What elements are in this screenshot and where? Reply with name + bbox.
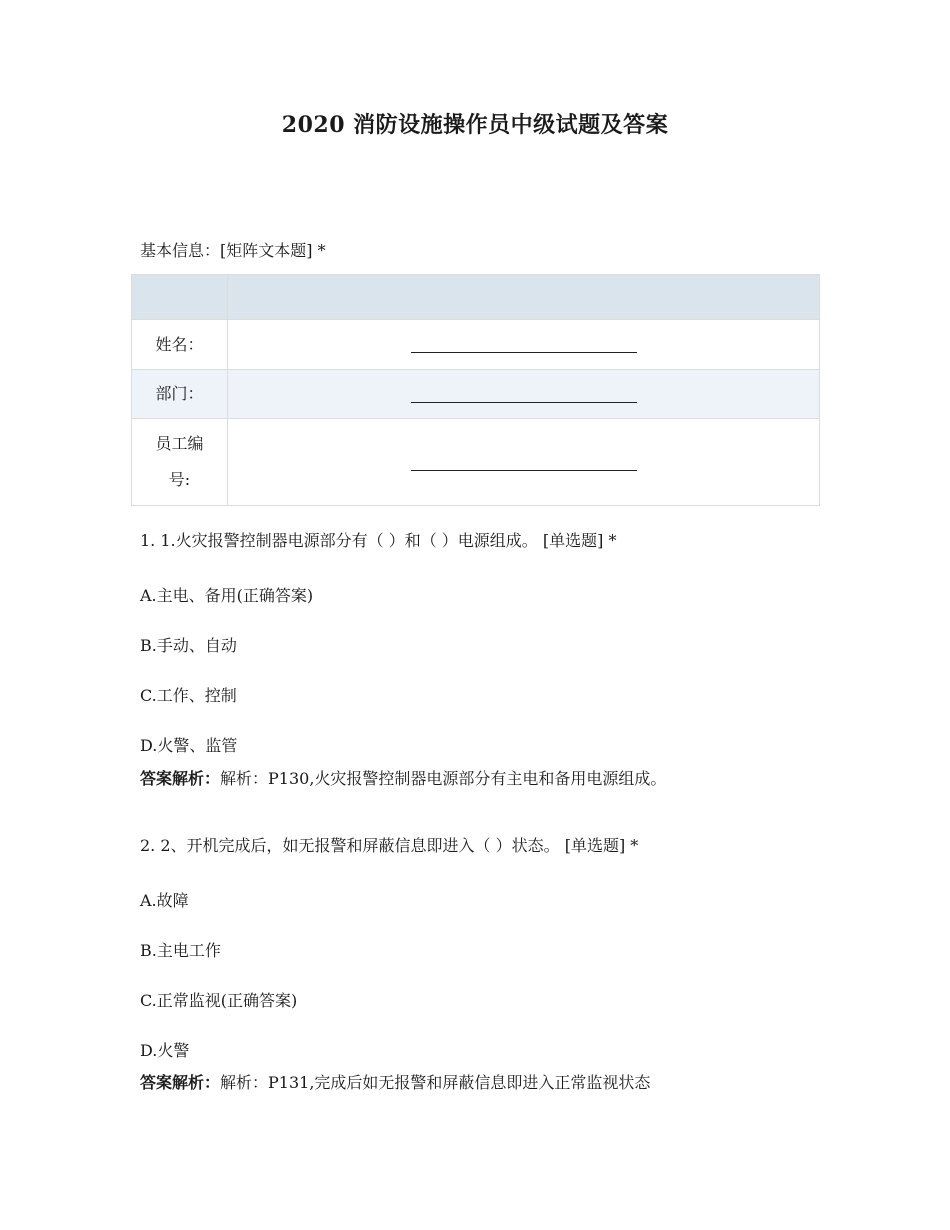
department-blank-line[interactable] [411, 390, 637, 403]
basic-info-label: 基本信息：[矩阵文本题] * [140, 241, 326, 260]
analysis-body: 解析：P130,火灾报警控制器电源部分有主电和备用电源组成。 [220, 769, 667, 788]
employee-id-label-line1: 员工编 [155, 434, 204, 453]
name-field[interactable] [228, 320, 820, 370]
option-a[interactable] [140, 888, 189, 911]
analysis-prefix: 答案解析： [140, 769, 221, 788]
basic-info-table [131, 274, 820, 506]
table-row [132, 419, 820, 506]
option-label: A.主电、备用(正确答案) [140, 586, 314, 605]
option-label: B.手动、自动 [140, 636, 237, 655]
analysis-prefix: 答案解析： [140, 1073, 221, 1092]
option-c[interactable] [140, 988, 297, 1011]
option-label: C.工作、控制 [140, 686, 237, 705]
name-blank-line[interactable] [411, 340, 637, 353]
answer-analysis [140, 766, 666, 789]
table-row [132, 320, 820, 370]
question-1 [140, 528, 616, 551]
question-stem: 2. 2、开机完成后，如无报警和屏蔽信息即进入（ ）状态。 [单选题] * [140, 836, 639, 855]
employee-id-label-line2: 号: [168, 470, 191, 489]
analysis-body: 解析：P131,完成后如无报警和屏蔽信息即进入正常监视状态 [220, 1073, 651, 1092]
option-label: D.火警 [140, 1041, 190, 1060]
analysis-text [140, 1070, 650, 1093]
option-label: D.火警、监管 [140, 736, 238, 755]
table-row [132, 370, 820, 419]
option-b[interactable] [140, 633, 237, 656]
employee-id-label [132, 419, 228, 506]
department-field[interactable] [228, 370, 820, 419]
employee-id-blank-line[interactable] [411, 458, 637, 471]
table-header-row [132, 275, 820, 320]
department-label: 部门： [132, 370, 228, 419]
answer-analysis [140, 1070, 650, 1093]
question-2 [140, 833, 638, 856]
table-header-cell [132, 275, 228, 320]
analysis-text [140, 766, 666, 789]
option-c[interactable] [140, 683, 237, 706]
option-b[interactable] [140, 938, 221, 961]
question-stem: 1. 1.火灾报警控制器电源部分有（ ）和（ ）电源组成。 [单选题] * [140, 531, 617, 550]
option-d[interactable] [140, 1038, 189, 1061]
name-label: 姓名： [132, 320, 228, 370]
employee-id-field[interactable] [228, 419, 820, 506]
page-title: 2020 消防设施操作员中级试题及答案 [281, 112, 669, 138]
option-a[interactable] [140, 583, 313, 606]
option-label: A.故障 [140, 891, 189, 910]
option-d[interactable] [140, 733, 237, 756]
table-header-cell [228, 275, 820, 320]
option-label: B.主电工作 [140, 941, 221, 960]
option-label: C.正常监视(正确答案) [140, 991, 298, 1010]
